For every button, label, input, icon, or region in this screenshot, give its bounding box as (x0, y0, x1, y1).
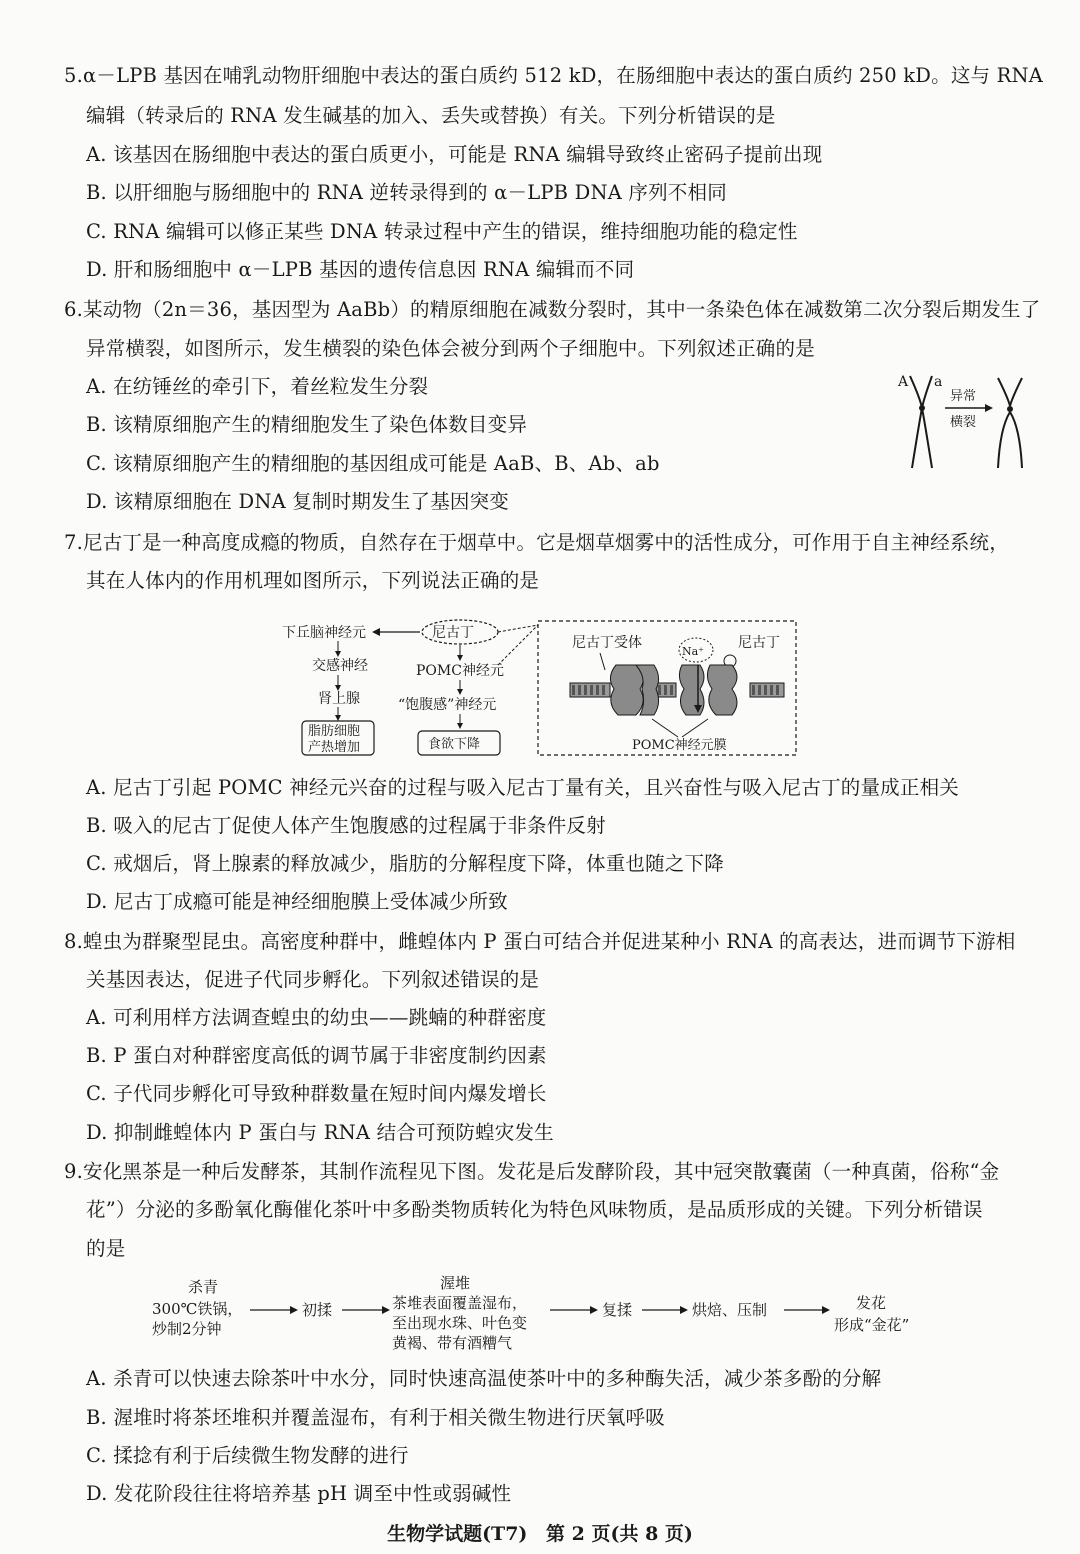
q6-stem-line1: 6.某动物（2n＝36，基因型为 AaBb）的精原细胞在减数分裂时，其中一条染色体在减数第二次分裂后期发生了 (64, 298, 1041, 321)
flow-step6-line1: 形成“金花” (834, 1316, 910, 1334)
flow-step3-title: 渥堆 (440, 1274, 471, 1292)
q6-stem-line2: 异常横裂，如图所示，发生横裂的染色体会被分到两个子细胞中。下列叙述正确的是 (86, 337, 815, 360)
q6-label-A: A (898, 374, 909, 390)
q7-fat-line1: 脂肪细胞 (308, 724, 361, 739)
q6-label-a: a (934, 374, 943, 390)
q5-option-c: C. RNA 编辑可以修正某些 DNA 转录过程中产生的错误，维持细胞功能的稳定性 (86, 220, 798, 243)
q6-arrow-label-top: 异常 (950, 389, 977, 404)
q8-option-d: D. 抑制雌蝗体内 P 蛋白与 RNA 结合可预防蝗灾发生 (86, 1121, 554, 1144)
q9-option-b: B. 渥堆时将茶坯堆积并覆盖湿布，有利于相关微生物进行厌氧呼吸 (86, 1406, 665, 1429)
footer-page-number: 第 2 页(共 8 页) (546, 1523, 693, 1545)
q6-option-a: A. 在纺锤丝的牵引下，着丝粒发生分裂 (86, 375, 429, 398)
q6-option-c: C. 该精原细胞产生的精细胞的基因组成可能是 AaB、B、Ab、ab (86, 452, 660, 475)
q7-membrane-label: POMC神经元膜 (632, 738, 727, 753)
q9-option-a: A. 杀青可以快速去除茶叶中水分，同时快速高温使茶叶中的多种酶失活，减少茶多酚的分解 (86, 1367, 882, 1390)
q7-option-a: A. 尼古丁引起 POMC 神经元兴奋的过程与吸入尼古丁量有关，且兴奋性与吸入尼古丁的量成正相关 (86, 776, 959, 799)
q6-arrow-label-bottom: 横裂 (950, 415, 977, 430)
q9-option-d: D. 发花阶段往往将培养基 pH 调至中性或弱碱性 (86, 1482, 512, 1505)
q7-stem-line1: 7.尼古丁是一种高度成瘾的物质，自然存在于烟草中。它是烟草烟雾中的活性成分，可作用于自主神经系统， (64, 531, 1009, 554)
flow-step2: 初揉 (302, 1301, 333, 1319)
q7-nicotine-figure (280, 615, 800, 760)
q7-nicotine2-label: 尼古丁 (738, 635, 780, 651)
q5-option-a: A. 该基因在肠细胞中表达的蛋白质更小，可能是 RNA 编辑导致终止密码子提前出现 (86, 143, 823, 166)
q8-option-c: C. 子代同步孵化可导致种群数量在短时间内爆发增长 (86, 1082, 547, 1105)
flow-step1-title: 杀青 (188, 1278, 219, 1296)
q7-nicotine-label: 尼古丁 (432, 625, 474, 641)
q8-stem-line2: 关基因表达，促进子代同步孵化。下列叙述错误的是 (86, 968, 540, 991)
q7-stem-line2: 其在人体内的作用机理如图所示，下列说法正确的是 (86, 569, 540, 592)
flow-step1-line2: 炒制2分钟 (152, 1320, 222, 1338)
flow-step3-line3: 黄褐、带有酒糟气 (392, 1334, 513, 1352)
flow-step6-title: 发花 (856, 1294, 887, 1312)
q8-option-b: B. P 蛋白对种群密度高低的调节属于非密度制约因素 (86, 1044, 547, 1067)
q7-pomc-label: POMC神经元 (416, 663, 504, 679)
flow-step5: 烘焙、压制 (692, 1301, 768, 1319)
flow-step1-line1: 300℃铁锅， (152, 1300, 243, 1318)
q5-stem-line1: 5.α－LPB 基因在哺乳动物肝细胞中表达的蛋白质约 512 kD，在肠细胞中表达的蛋白质约 250 kD。这与 RNA (64, 64, 1044, 87)
q7-satiety-label: “饱腹感”神经元 (398, 697, 497, 713)
flow-step4: 复揉 (602, 1301, 633, 1319)
q9-stem-line2: 花”）分泌的多酚氧化酶催化茶叶中多酚类物质转化为特色风味物质，是品质形成的关键。下列分析错误 (86, 1198, 983, 1221)
page-footer (0, 1519, 1080, 1546)
flow-step3-line2: 至出现水珠、叶色变 (392, 1314, 528, 1332)
q5-option-d: D. 肝和肠细胞中 α－LPB 基因的遗传信息因 RNA 编辑而不同 (86, 258, 635, 281)
q9-flow-chart (150, 1270, 950, 1355)
q6-option-b: B. 该精原细胞产生的精细胞发生了染色体数目变异 (86, 413, 528, 436)
q8-stem-line1: 8.蝗虫为群聚型昆虫。高密度种群中，雌蝗体内 P 蛋白可结合并促进某种小 RNA 的高表达，进而调节下游相 (64, 930, 1016, 953)
q8-option-a: A. 可利用样方法调查蝗虫的幼虫——跳蝻的种群密度 (86, 1006, 547, 1029)
q5-stem-line2: 编辑（转录后的 RNA 发生碱基的加入、丢失或替换）有关。下列分析错误的是 (86, 104, 776, 127)
q7-adrenal-label: 肾上腺 (318, 691, 360, 707)
q7-receptor-label: 尼古丁受体 (572, 635, 642, 651)
q7-option-d: D. 尼古丁成瘾可能是神经细胞膜上受体减少所致 (86, 890, 508, 913)
q7-appetite-label: 食欲下降 (428, 737, 481, 752)
q7-sympathetic-label: 交感神经 (312, 658, 368, 674)
q7-na-label: Na⁺ (682, 645, 704, 658)
q7-fat-line2: 产热增加 (308, 740, 361, 755)
flow-step3-line1: 茶堆表面覆盖湿布， (392, 1294, 528, 1312)
q9-stem-line3: 的是 (86, 1237, 126, 1260)
footer-subject: 生物学试题(T7) (387, 1523, 528, 1545)
q6-option-d: D. 该精原细胞在 DNA 复制时期发生了基因突变 (86, 490, 510, 513)
q7-option-b: B. 吸入的尼古丁促使人体产生饱腹感的过程属于非条件反射 (86, 814, 606, 837)
q9-option-c: C. 揉捻有利于后续微生物发酵的进行 (86, 1444, 409, 1467)
q5-option-b: B. 以肝细胞与肠细胞中的 RNA 逆转录得到的 α－LPB DNA 序列不相同 (86, 181, 727, 204)
q9-stem-line1: 9.安化黑茶是一种后发酵茶，其制作流程见下图。发花是后发酵阶段，其中冠突散囊菌（一种真菌，俗称“金 (64, 1160, 1000, 1183)
q7-option-c: C. 戒烟后，肾上腺素的释放减少，脂肪的分解程度下降，体重也随之下降 (86, 852, 724, 875)
q6-chromosome-figure (890, 368, 1040, 478)
q7-hypothalamus-label: 下丘脑神经元 (282, 625, 366, 641)
